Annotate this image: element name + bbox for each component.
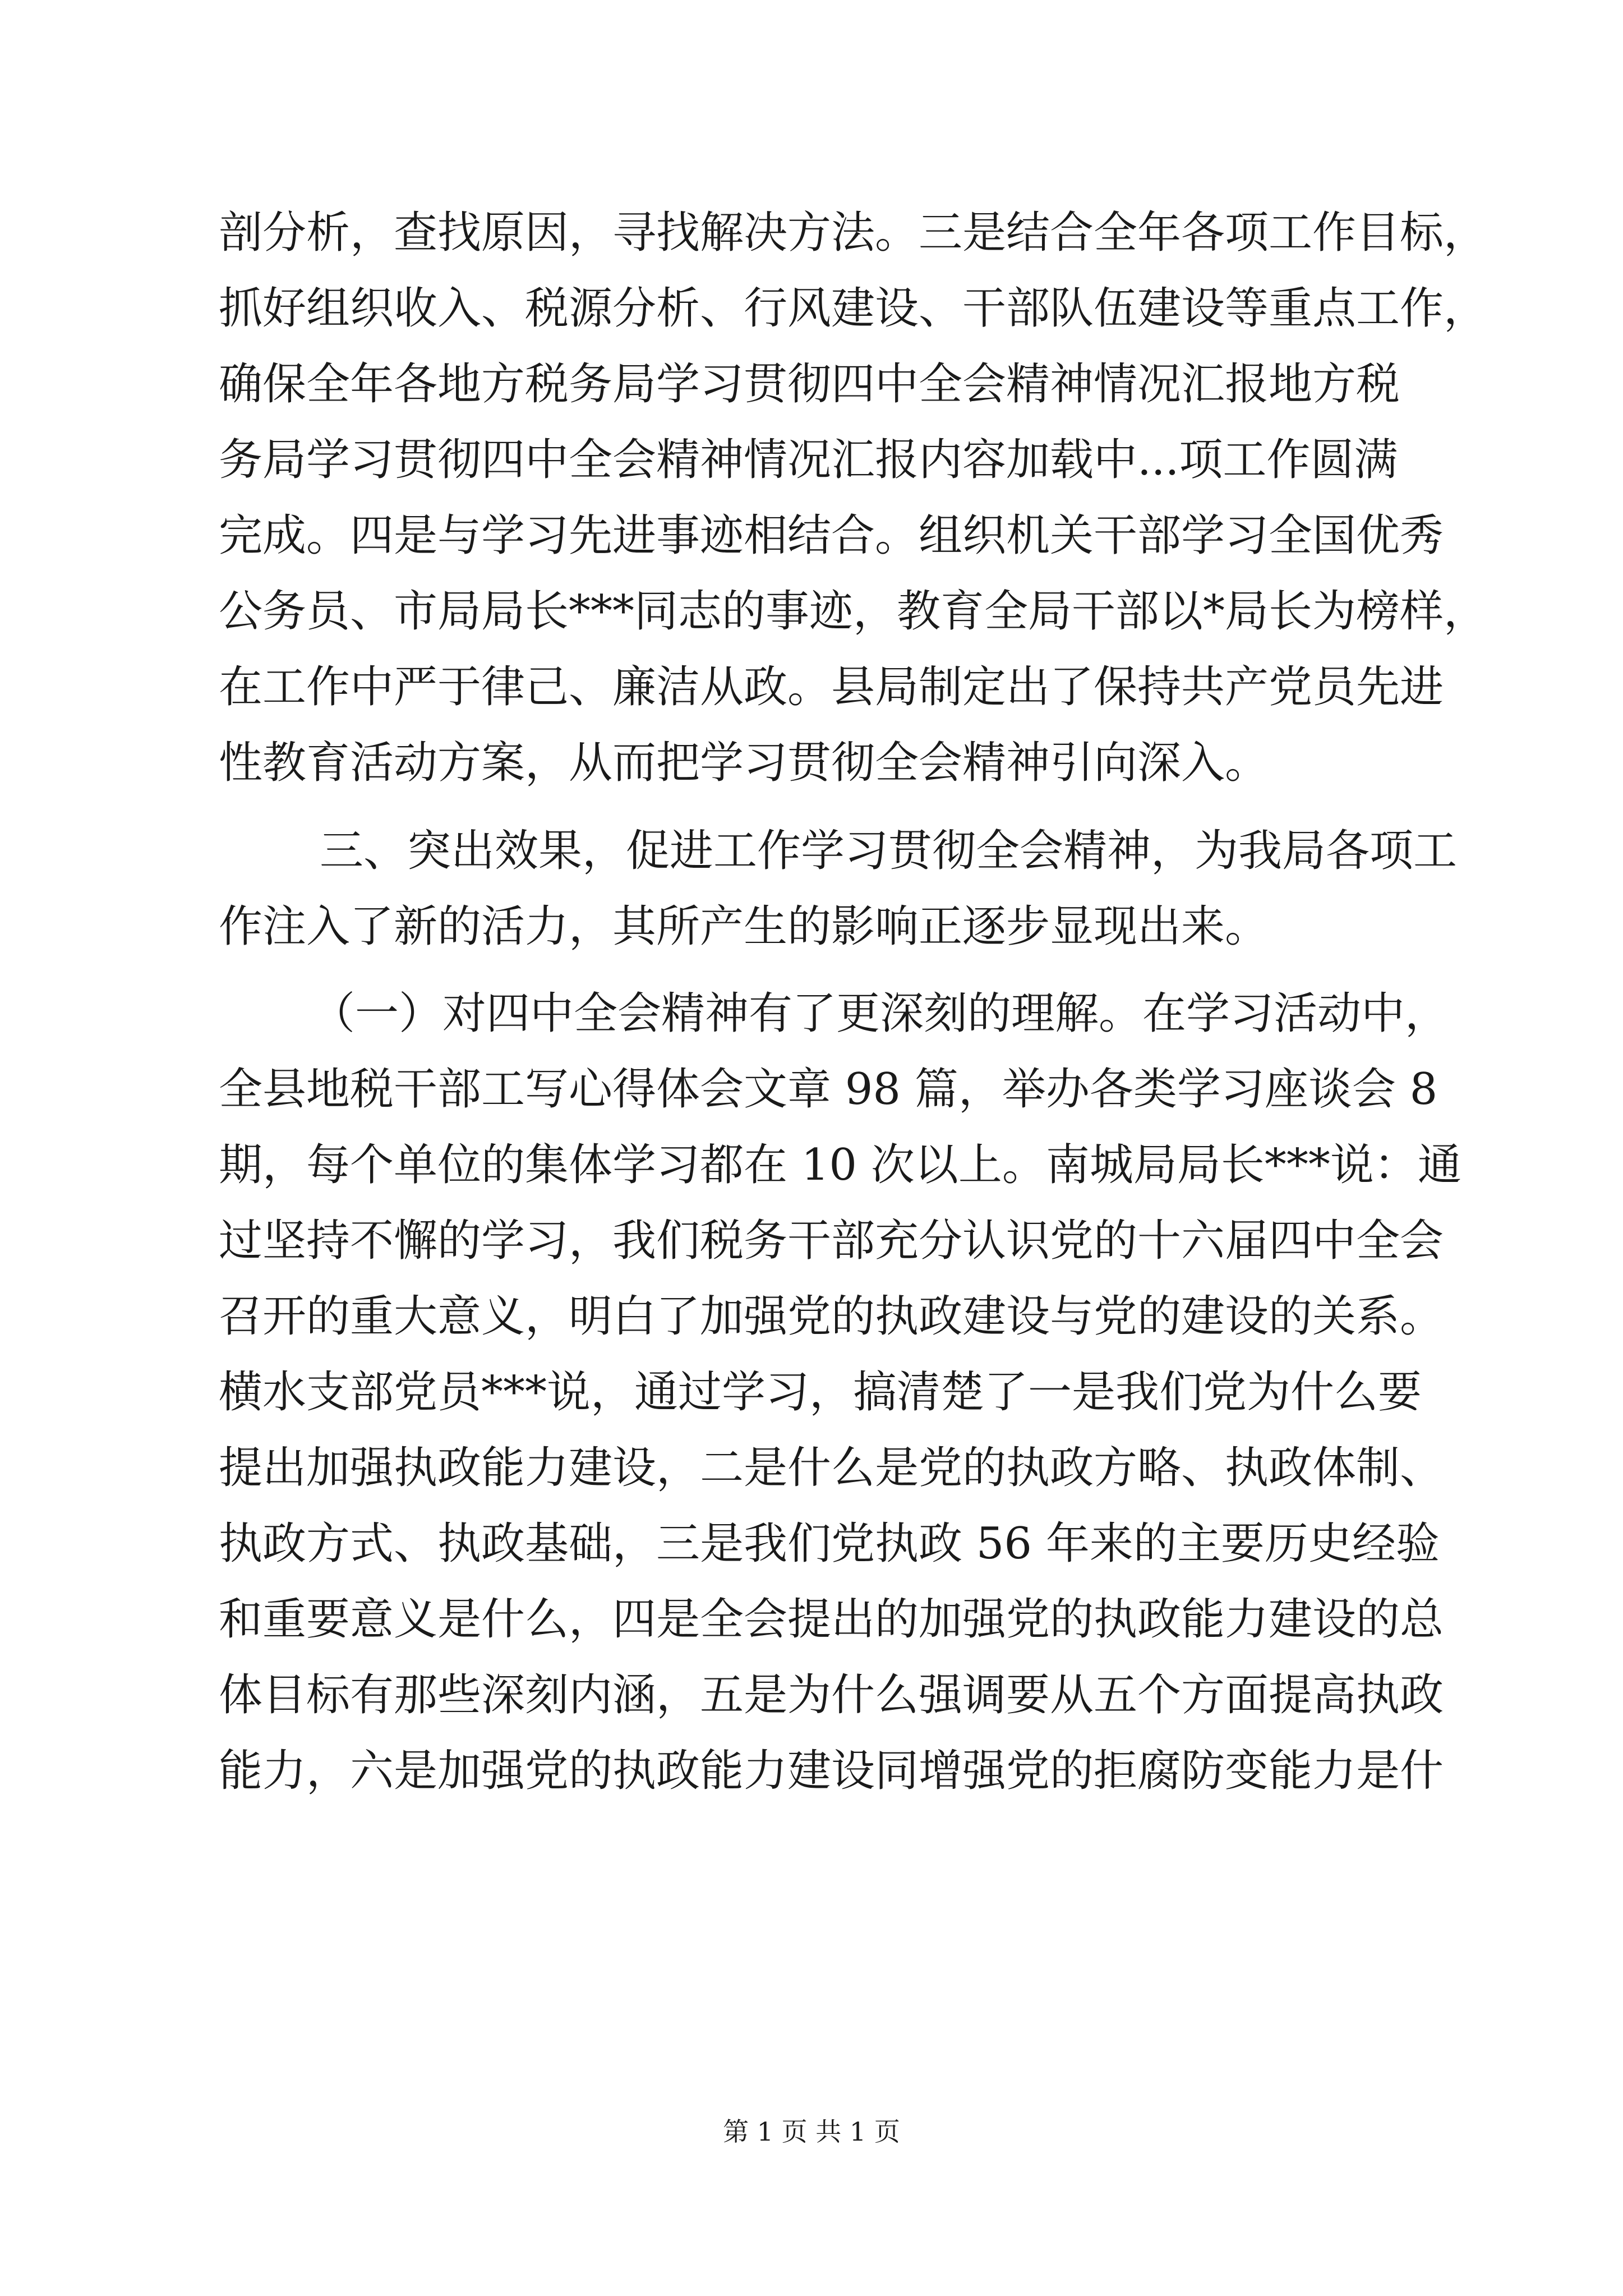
text-line: 期，每个单位的集体学习都在 10 次以上。南城局局长***说：通 [219,1140,1461,1190]
page-number-label: 第 1 页 共 1 页 [723,2116,900,2147]
text-line: 公务员、市局局长***同志的事迹，教育全局干部以*局长为榜样， [219,586,1488,637]
text-line: 能力，六是加强党的执政能力建设同增强党的拒腐防变能力是什 [219,1746,1444,1796]
text-line: 性教育活动方案，从而把学习贯彻全会精神引向深入。 [219,738,1269,788]
section-heading-line: 三、突出效果，促进工作学习贯彻全会精神，为我局各项工 [320,826,1458,876]
text-line: 体目标有那些深刻内涵，五是为什么强调要从五个方面提高执政 [219,1670,1444,1720]
text-line: 召开的重大意义，明白了加强党的执政建设与党的建设的关系。 [219,1291,1444,1342]
text-line: 全县地税干部工写心得体会文章 98 篇，举办各类学习座谈会 8 [219,1064,1438,1115]
subsection-heading-line: （一）对四中全会精神有了更深刻的理解。在学习活动中， [311,988,1449,1039]
text-line: 在工作中严于律己、廉洁从政。县局制定出了保持共产党员先进 [219,662,1444,712]
text-line: 完成。四是与学习先进事迹相结合。组织机关干部学习全国优秀 [219,510,1444,561]
text-line: 作注入了新的活力，其所产生的影响正逐步显现出来。 [219,901,1269,952]
text-line: 确保全年各地方税务局学习贯彻四中全会精神情况汇报地方税 [219,359,1400,409]
text-line: 抓好组织收入、税源分析、行风建设、干部队伍建设等重点工作， [219,283,1488,334]
text-line: 务局学习贯彻四中全会精神情况汇报内容加载中...项工作圆满 [219,435,1398,485]
text-line: 提出加强执政能力建设，二是什么是党的执政方略、执政体制、 [219,1443,1444,1493]
body-text [219,195,1488,1809]
text-line: 和重要意义是什么，四是全会提出的加强党的执政能力建设的总 [219,1594,1444,1645]
text-line: 剖分析，查找原因，寻找解决方法。三是结合全年各项工作目标， [219,208,1488,258]
text-line: 执政方式、执政基础，三是我们党执政 56 年来的主要历史经验 [219,1519,1440,1569]
page-footer [0,2115,1623,2148]
text-line: 过坚持不懈的学习，我们税务干部充分认识党的十六届四中全会 [219,1216,1444,1266]
text-line: 横水支部党员***说，通过学习，搞清楚了一是我们党为什么要 [219,1367,1422,1418]
